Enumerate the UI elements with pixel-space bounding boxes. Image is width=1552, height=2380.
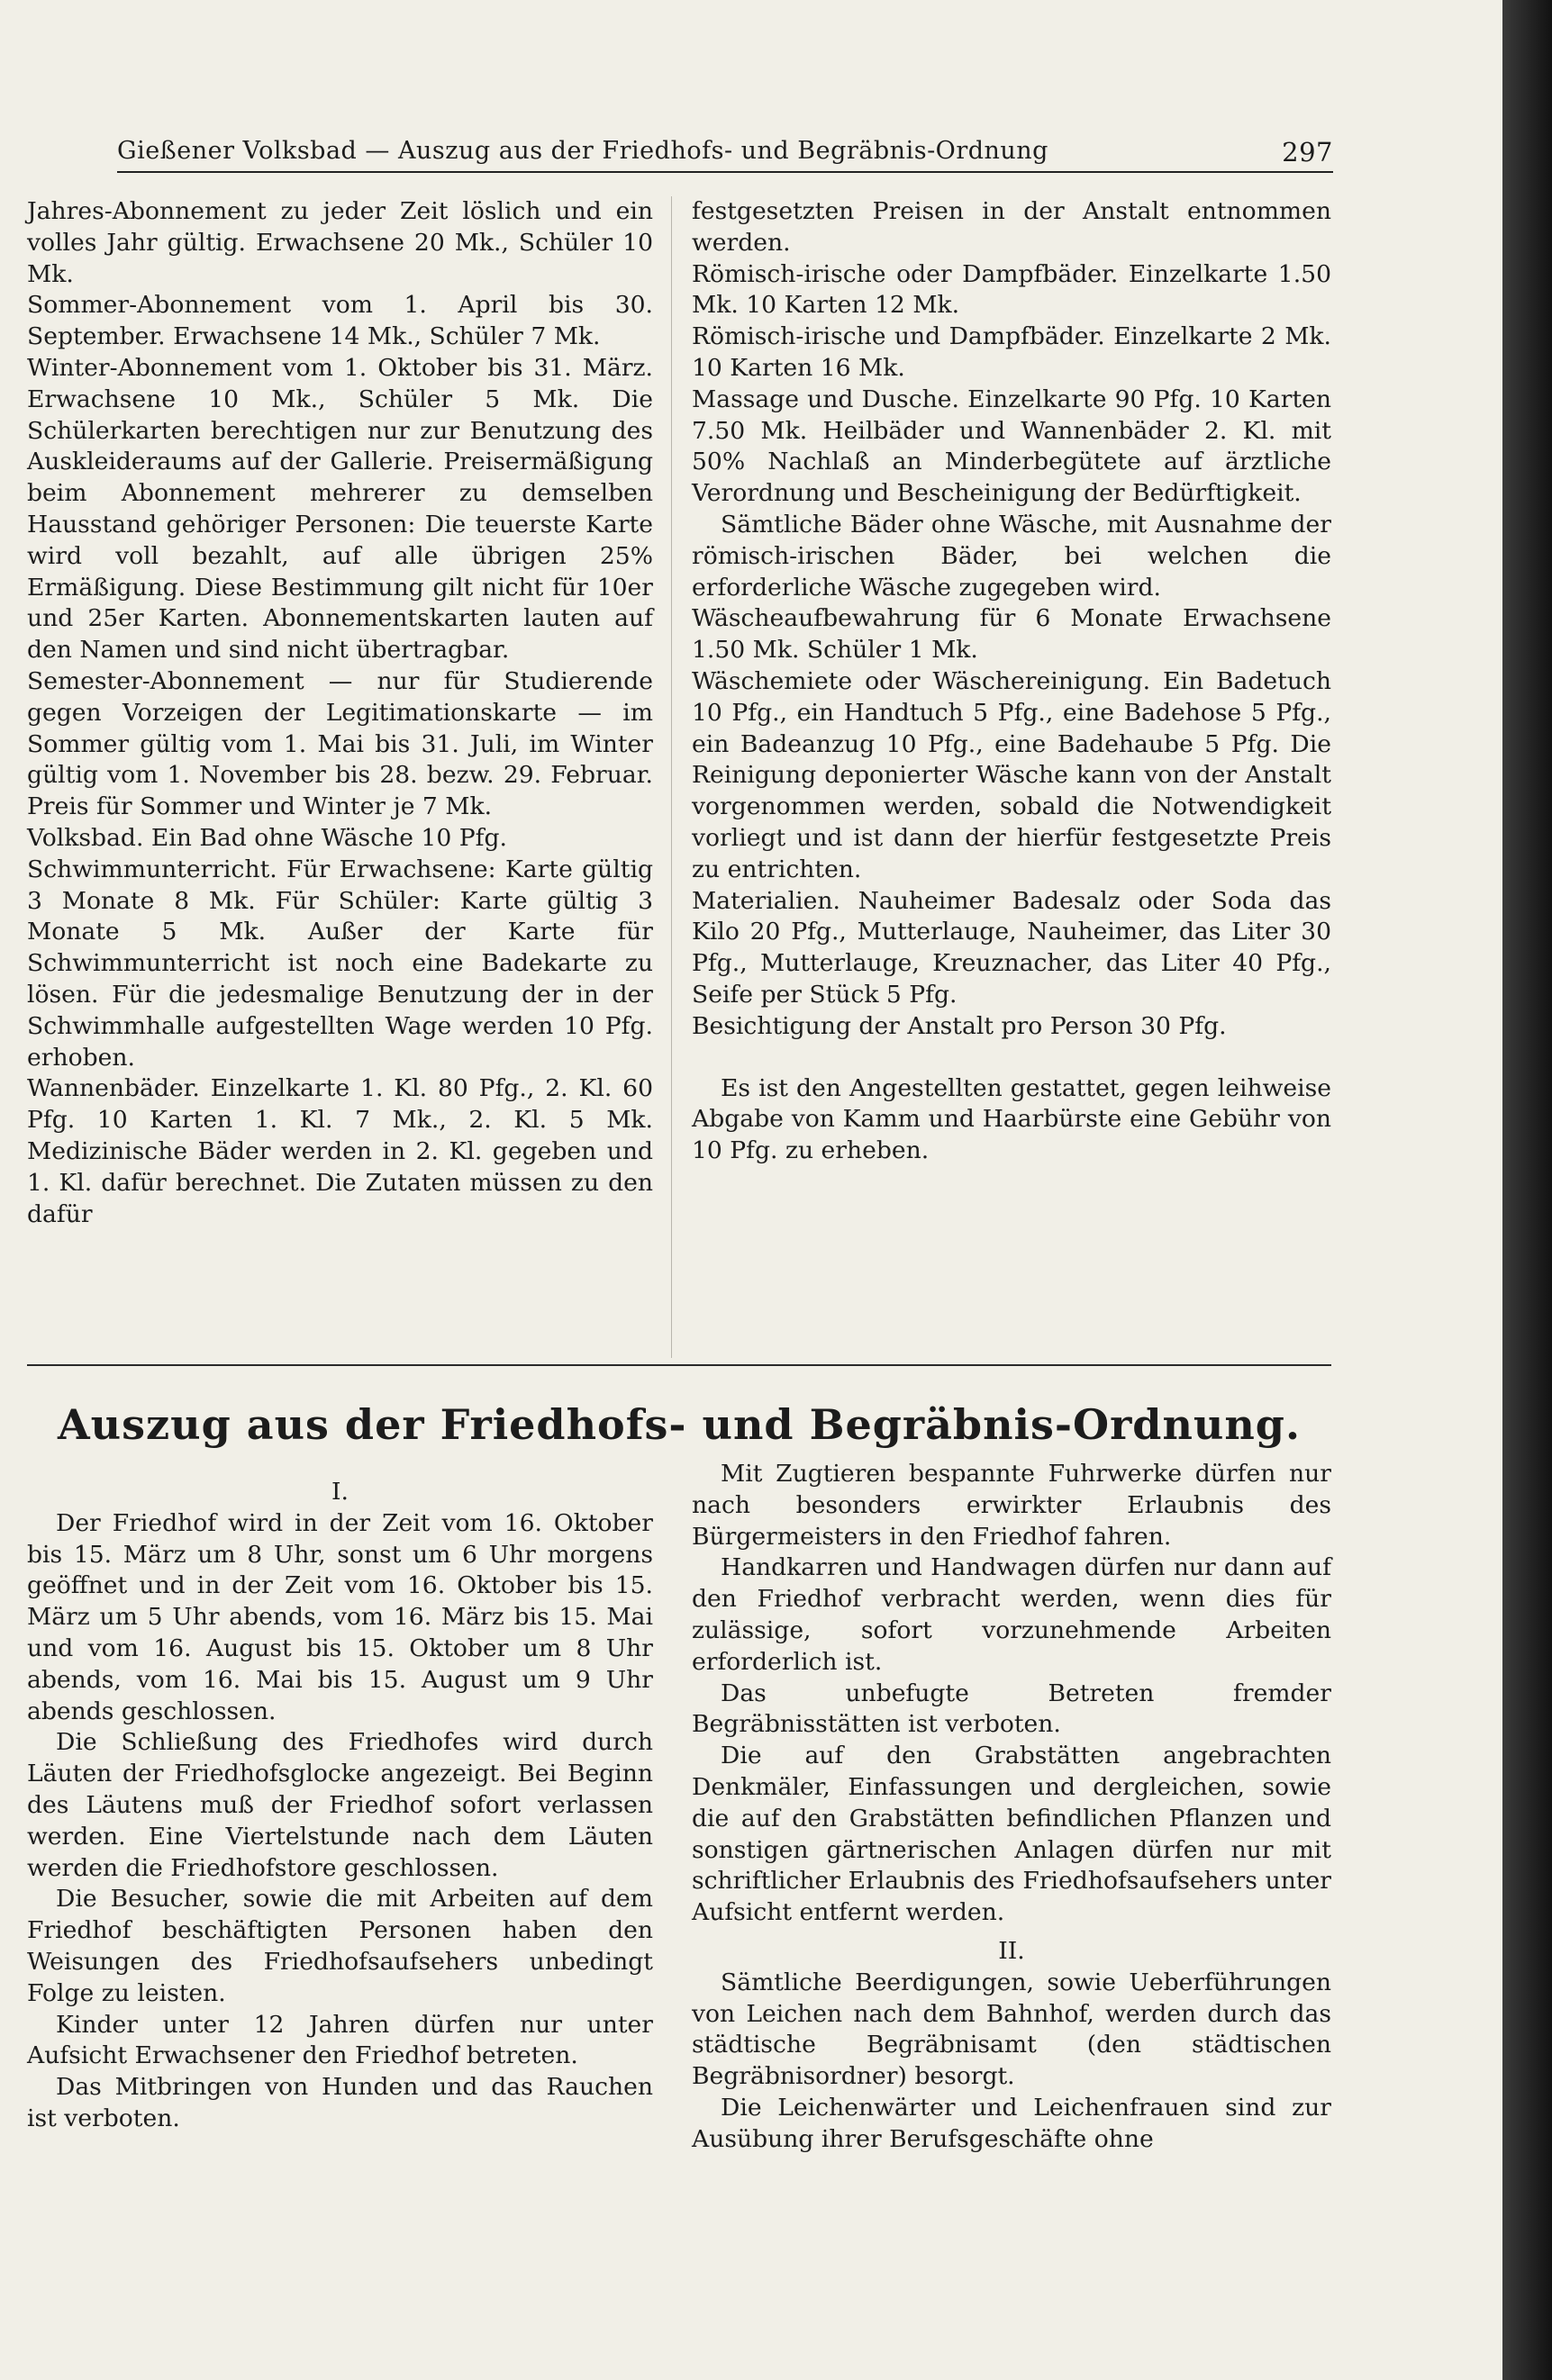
paragraph: Kinder unter 12 Jahren dürfen nur unter Aufsicht Erwachsener den Friedhof betreten. [27, 2010, 653, 2070]
paragraph: Das Mitbringen von Hunden und das Rauchen ist verboten. [27, 2073, 653, 2132]
paragraph: Römisch-irische und Dampfbäder. Einzelkarte 2 Mk. 10 Karten 16 Mk. [692, 322, 1331, 382]
bottom-right-column [692, 1459, 1331, 2156]
paragraph: Sämtliche Beerdigungen, sowie Ueberführungen von Leichen nach dem Bahnhof, werden durch das städtische Begräbnisamt (den städtischen Begräbnisordner) besorgt. [692, 1968, 1331, 2091]
section-divider [27, 1364, 1331, 1366]
paragraph: Die Besucher, sowie die mit Arbeiten auf dem Friedhof beschäftigten Personen haben den Weisungen des Friedhofsaufsehers unbedingt Folge zu leisten. [27, 1885, 653, 2007]
paragraph: Wäscheaufbewahrung für 6 Monate Erwachsene 1.50 Mk. Schüler 1 Mk. [692, 604, 1331, 665]
paragraph: Mit Zugtieren bespannte Fuhrwerke dürfen nur nach besonders erwirkter Erlaubnis des Bürgermeisters in den Friedhof fahren. [692, 1460, 1331, 1551]
paragraph: Römisch-irische oder Dampfbäder. Einzelkarte 1.50 Mk. 10 Karten 12 Mk. [692, 259, 1331, 320]
paragraph: Besichtigung der Anstalt pro Person 30 Pfg. [692, 1011, 1227, 1040]
paragraph: Semester-Abonnement — nur für Studierende gegen Vorzeigen der Legitimationskarte — im Sommer gültig vom 1. Mai bis 31. Juli, im Winter gültig vom 1. November bis 28. bezw. 29. Februar. Preis für Sommer und Winter je 7 Mk. [27, 666, 653, 821]
paragraph: Die Schließung des Friedhofes wird durch Läuten der Friedhofsglocke angezeigt. Bei Beginn des Läutens muß der Friedhof sofort verlassen werden. Eine Viertelstunde nach dem Läuten werden die Friedhofstore geschlossen. [27, 1728, 653, 1882]
section-number: I. [331, 1478, 349, 1506]
paragraph: Sommer-Abonnement vom 1. April bis 30. September. Erwachsene 14 Mk., Schüler 7 Mk. [27, 291, 653, 351]
page-number: 297 [1282, 137, 1333, 167]
paragraph: Die Leichenwärter und Leichenfrauen sind zur Ausübung ihrer Berufsgeschäfte ohne [692, 2093, 1331, 2153]
bottom-left-column [27, 1477, 653, 2135]
paragraph: Der Friedhof wird in der Zeit vom 16. Oktober bis 15. März um 8 Uhr, sonst um 6 Uhr morgens geöffnet und in der Zeit vom 16. Oktober bis 15. März um 5 Uhr abends, vom 16. März bis 15. Mai und vom 16. August bis 15. Oktober um 8 Uhr abends, vom 16. Mai bis 15. August um 9 Uhr abends geschlossen. [27, 1508, 653, 1725]
column-divider [671, 196, 672, 1358]
paragraph: Es ist den Angestellten gestattet, gegen leihweise Abgabe von Kamm und Haarbürste eine Gebühr von 10 Pfg. zu erheben. [692, 1073, 1331, 1165]
section-heading: Auszug aus der Friedhofs- und Begräbnis-Ordnung. [57, 1400, 1301, 1449]
paragraph: Materialien. Nauheimer Badesalz oder Soda das Kilo 20 Pfg., Mutterlauge, Nauheimer, das Liter 30 Pfg., Mutterlauge, Kreuznacher, das Liter 40 Pfg., Seife per Stück 5 Pfg. [692, 886, 1331, 1009]
section-number: II. [998, 1936, 1025, 1965]
top-left-column [27, 196, 653, 1230]
paragraph: Jahres-Abonnement zu jeder Zeit löslich und ein volles Jahr gültig. Erwachsene 20 Mk., Schüler 10 Mk. [27, 197, 653, 288]
paragraph: Winter-Abonnement vom 1. Oktober bis 31. März. Erwachsene 10 Mk., Schüler 5 Mk. Die Schülerkarten berechtigen nur zur Benutzung des Auskleideraums auf der Gallerie. Preisermäßigung beim Abonnement mehrerer zu demselben Hausstand gehöriger Personen: Die teuerste Karte wird voll bezahlt, auf alle übrigen 25% Ermäßigung. Diese Bestimmung gilt nicht für 10er und 25er Karten. Abonnementskarten lauten auf den Namen und sind nicht übertragbar. [27, 353, 653, 665]
running-header-title: Gießener Volksbad — Auszug aus der Friedhofs- und Begräbnis-Ordnung [117, 137, 1048, 165]
paragraph: Die auf den Grabstätten angebrachten Denkmäler, Einfassungen und dergleichen, sowie die auf den Grabstätten befindlichen Pflanzen und sonstigen gärtnerischen Anlagen dürfen nur mit schriftlicher Erlaubnis des Friedhofsaufsehers unter Aufsicht entfernt werden. [692, 1742, 1331, 1927]
top-right-column [692, 196, 1331, 1167]
paragraph: Sämtliche Bäder ohne Wäsche, mit Ausnahme der römisch-irischen Bäder, bei welchen die erforderliche Wäsche zugegeben wird. [692, 510, 1331, 602]
paragraph: Schwimmunterricht. Für Erwachsene: Karte gültig 3 Monate 8 Mk. Für Schüler: Karte gültig 3 Monate 5 Mk. Außer der Karte für Schwimmunterricht ist noch eine Badekarte zu lösen. Für die jedesmalige Benutzung der in der Schwimmhalle aufgestellten Wage werden 10 Pfg. erhoben. [27, 855, 653, 1072]
paragraph: Massage und Dusche. Einzelkarte 90 Pfg. 10 Karten 7.50 Mk. Heilbäder und Wannenbäder 2. Kl. mit 50% Nachlaß an Minderbegütete auf ärztliche Verordnung und Bescheinigung der Bedürftigkeit. [692, 385, 1331, 508]
paragraph: festgesetzten Preisen in der Anstalt entnommen werden. [692, 197, 1331, 257]
paragraph: Handkarren und Handwagen dürfen nur dann auf den Friedhof verbracht werden, wenn dies für zulässige, sofort vorzunehmende Arbeiten erforderlich ist. [692, 1553, 1331, 1676]
paragraph: Das unbefugte Betreten fremder Begräbnisstätten ist verboten. [692, 1679, 1331, 1739]
paragraph: Wäschemiete oder Wäschereinigung. Ein Badetuch 10 Pfg., ein Handtuch 5 Pfg., eine Badehose 5 Pfg., ein Badeanzug 10 Pfg., eine Badehaube 5 Pfg. Die Reinigung deponierter Wäsche kann von der Anstalt vorgenommen werden, sobald die Notwendigkeit vorliegt und ist dann der hierfür festgesetzte Preis zu entrichten. [692, 666, 1331, 883]
running-header [117, 135, 1333, 173]
paragraph: Wannenbäder. Einzelkarte 1. Kl. 80 Pfg., 2. Kl. 60 Pfg. 10 Karten 1. Kl. 7 Mk., 2. Kl. 5 Mk. Medizinische Bäder werden in 2. Kl. gegeben und 1. Kl. dafür berechnet. Die Zutaten müssen zu den dafür [27, 1074, 653, 1228]
page-edge-shadow [1502, 0, 1552, 2380]
paragraph: Volksbad. Ein Bad ohne Wäsche 10 Pfg. [27, 823, 507, 852]
